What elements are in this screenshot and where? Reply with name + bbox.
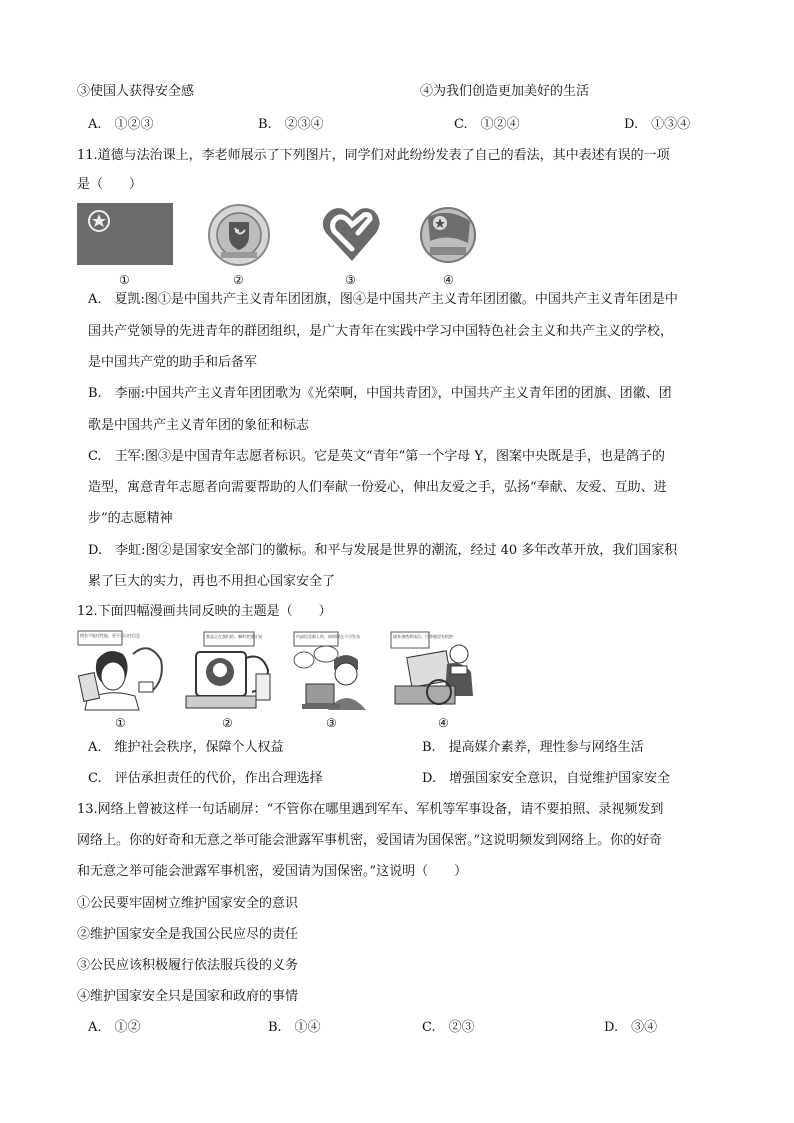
cartoon-4-text: 境外渗透带读信、行李箱里有机密 (393, 634, 453, 639)
q12-option-a: A. 维护社会秩序，保障个人权益 (88, 740, 284, 755)
flag-emblem-icon (77, 203, 173, 265)
cartoon-3-text: 内部信息都上传、网络现在不可发布 (296, 634, 360, 639)
q11-option-b-line2: 歌是中国共产主义青年团的象征和标志 (88, 418, 310, 433)
q13-stem-line2: 网络上。你的好奇和无意之举可能会泄露军事机密，爱国请为国保密。”这说明频发到网络上。你的好奇 (77, 833, 663, 848)
cartoon-2-caption: ② (222, 716, 233, 730)
q11-option-a-line1: A. 夏凯:图①是中国共产主义青年团团旗，图④是中国共产主义青年团团徽。中国共产主义青年团是中 (88, 292, 678, 307)
q11-option-d-line1: D. 李虹:图②是国家安全部门的徽标。和平与发展是世界的潮流，经过 40 多年改革开放，我们国家积 (88, 543, 678, 558)
fig2-caption: ② (233, 273, 244, 287)
q13-item-3: ③公民应该积极履行依法服兵役的义务 (77, 958, 299, 973)
q13-stem-line1: 13.网络上曾被这样一句话刷屏：“不管你在哪里遇到军车、军机等军事设备，请不要拍照、录视频发到 (77, 802, 664, 817)
fig3-caption: ③ (345, 273, 356, 287)
q11-option-a-line3: 是中国共产党的助手和后备军 (88, 355, 258, 370)
q11-option-d-line2: 累了巨大的实力，再也不用担心国家安全了 (88, 574, 336, 589)
youth-league-flag-image (77, 203, 173, 265)
q10-option-b: B. ②③④ (258, 117, 324, 132)
cartoon-4-caption: ④ (438, 716, 449, 730)
q11-option-c-line3: 步”的志愿精神 (88, 511, 173, 526)
q10-option-d: D. ①③④ (624, 117, 691, 132)
q12-option-d: D. 增强国家安全意识，自觉维护国家安全 (422, 771, 671, 786)
fig4-caption: ④ (443, 273, 454, 287)
q10-option-c: C. ①②④ (454, 117, 520, 132)
cartoon-1-text: 拥有不能往性能、更不可以往信息 (80, 633, 140, 638)
q11-option-c-line1: C. 王军:图③是中国青年志愿者标识。它是英文“青年”第一个字母 Y，图案中央既是手，也是鸽子的 (88, 449, 666, 464)
q11-stem-line2: 是（ ） (77, 177, 143, 192)
q13-option-d: D. ③④ (604, 1020, 658, 1035)
cartoon-1-image (77, 630, 167, 712)
q10-option-a: A. ①②③ (88, 117, 154, 132)
q11-option-c-line2: 造型，寓意青年志愿者向需要帮助的人们奉献一份爱心，伸出友爱之手，弘扬“奉献、友爱、互助、进 (88, 480, 667, 495)
q10-item-4: ④为我们创造更加美好的生活 (420, 84, 590, 99)
q13-stem-line3: 和无意之举可能会泄露军事机密，爱国请为国保密。”这说明（ ） (77, 864, 468, 879)
q13-item-1: ①公民要牢固树立维护国家安全的意识 (77, 896, 299, 911)
q13-option-a: A. ①② (88, 1020, 141, 1035)
q11-stem-line1: 11.道德与法治课上，李老师展示了下列图片，同学们对此纷纷发表了自己的看法，其中表述有误的一项 (77, 148, 670, 163)
cartoon-4-image (389, 630, 481, 712)
cartoon-2-image (182, 630, 274, 712)
volunteer-logo-image (320, 203, 384, 265)
q12-option-c: C. 评估承担责任的代价，作出合理选择 (88, 771, 323, 786)
cartoon-2-text: 我是正在我们的、嘱咐者要计划 (206, 634, 262, 639)
q13-option-b: B. ①④ (268, 1020, 321, 1035)
cartoon-3-image (292, 630, 372, 712)
q11-option-b-line1: B. 李丽:中国共产主义青年团团歌为《光荣啊，中国共青团》，中国共产主义青年团的团旗、团徽、团 (88, 386, 672, 401)
q13-option-c: C. ②③ (422, 1020, 475, 1035)
q12-stem: 12.下面四幅漫画共同反映的主题是（ ） (77, 604, 332, 619)
q11-option-a-line2: 国共产党领导的先进青年的群团组织，是广大青年在实践中学习中国特色社会主义和共产主义的学校， (88, 324, 674, 339)
security-badge-image (207, 202, 271, 268)
cartoon-1-caption: ① (115, 716, 126, 730)
cartoon-3-caption: ③ (326, 716, 337, 730)
youth-league-emblem-image (418, 203, 478, 265)
q13-item-4: ④维护国家安全只是国家和政府的事情 (77, 989, 299, 1004)
q13-item-2: ②维护国家安全是我国公民应尽的责任 (77, 927, 299, 942)
fig1-caption: ① (119, 273, 130, 287)
q12-option-b: B. 提高媒介素养，理性参与网络生活 (422, 740, 644, 755)
q10-item-3: ③使国人获得安全感 (77, 84, 195, 99)
